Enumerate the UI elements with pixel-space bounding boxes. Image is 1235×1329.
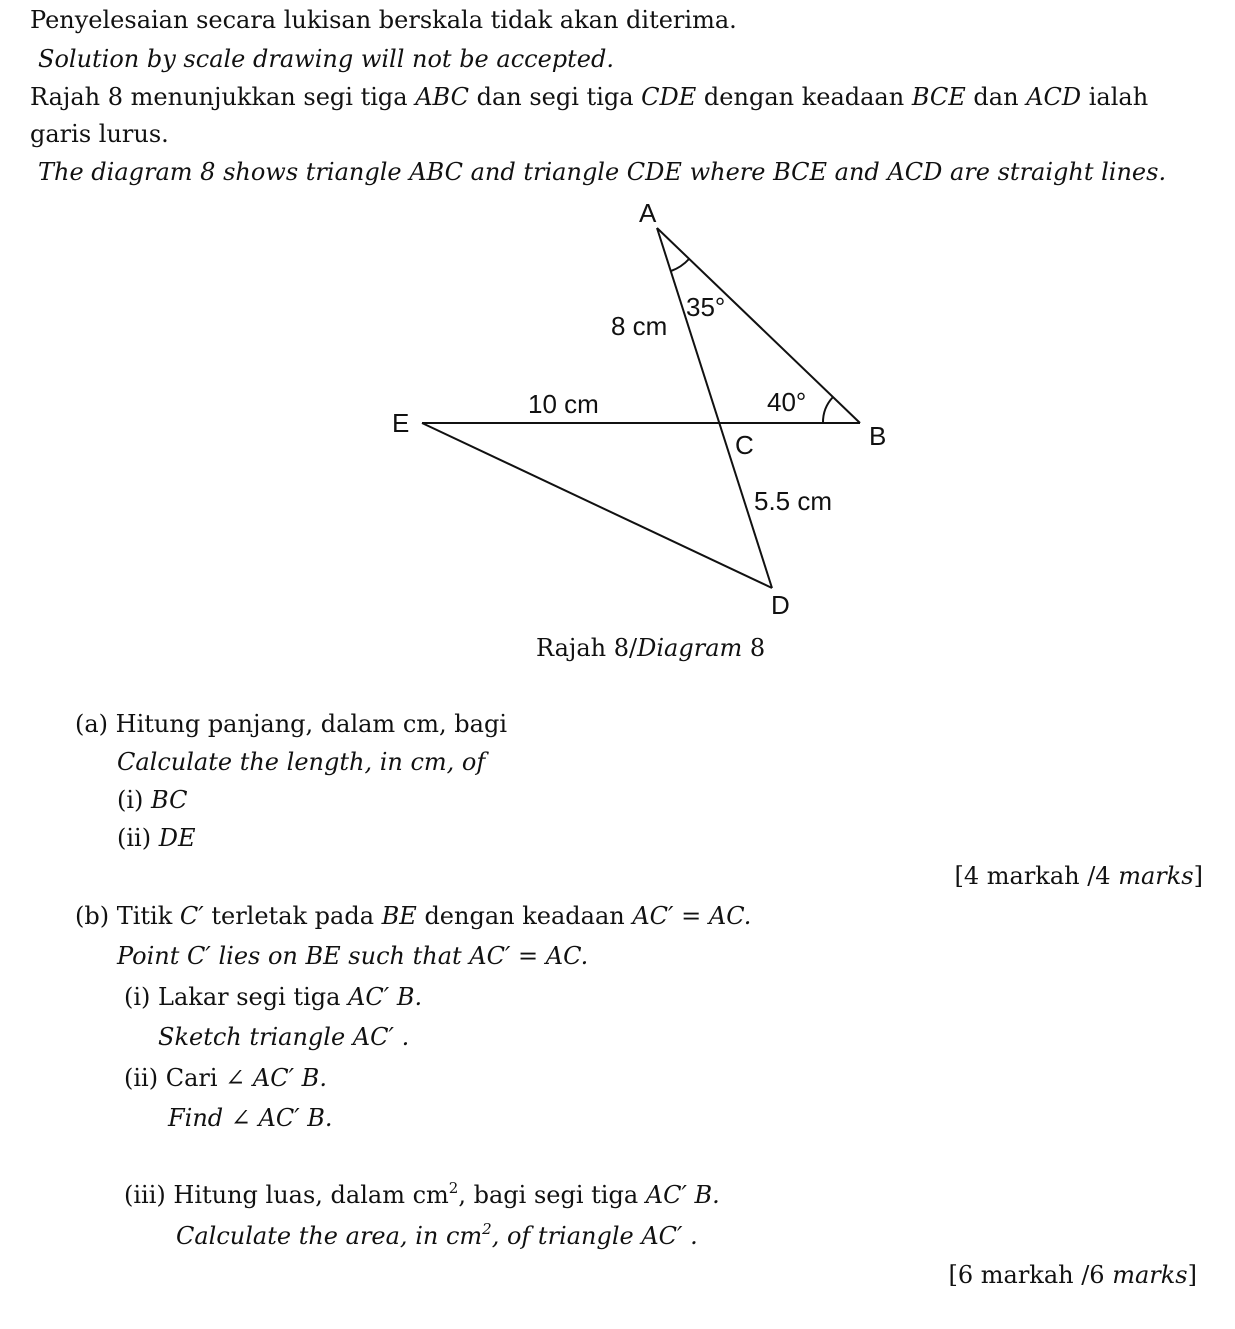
line-e-d xyxy=(422,423,772,588)
part-a-marks: [4 markah /4 marks] xyxy=(954,862,1203,890)
part-a-question-ms: (a) Hitung panjang, dalam cm, bagi xyxy=(75,710,507,738)
part-b-question-ms: (b) Titik C′ terletak pada BE dengan keadaan AC′ = AC. xyxy=(75,902,752,930)
part-b-question-en: Point C′ lies on BE such that AC′ = AC. xyxy=(117,942,589,970)
problem-statement-ms-cont: garis lurus. xyxy=(30,120,169,148)
angle-label-b: 40° xyxy=(767,387,807,417)
instruction-ms: Penyelesaian secara lukisan berskala tidak akan diterima. xyxy=(30,6,737,34)
vertex-label-a: A xyxy=(639,198,657,228)
problem-statement-en: The diagram 8 shows triangle ABC and triangle CDE where BCE and ACD are straight lines. xyxy=(38,158,1167,186)
angle-label-a: 35° xyxy=(686,292,726,322)
part-b-item-ii-en: Find ∠ AC′ B. xyxy=(168,1104,333,1132)
vertex-label-b: B xyxy=(869,421,887,451)
part-a-question-en: Calculate the length, in cm, of xyxy=(117,748,486,776)
part-b-item-i-ms: (i) Lakar segi tiga AC′ B. xyxy=(124,983,423,1011)
part-b-marks: [6 markah /6 marks] xyxy=(948,1261,1197,1289)
part-a-item-i: (i) BC xyxy=(117,786,188,814)
vertex-label-e: E xyxy=(392,408,410,438)
angle-b-arc xyxy=(823,397,833,423)
part-b-item-iii-ms: (iii) Hitung luas, dalam $cm^2$, bagi segi tiga AC′ B. xyxy=(124,1179,720,1209)
length-label-cd: 5.5 cm xyxy=(754,486,833,516)
part-b-item-iii-en: Calculate the area, in $cm^2$, of triangle AC′ . xyxy=(176,1220,698,1250)
instruction-en: Solution by scale drawing will not be accepted. xyxy=(38,45,614,73)
vertex-label-c: C xyxy=(735,430,754,460)
part-a-item-ii: (ii) DE xyxy=(117,824,196,852)
vertex-label-d: D xyxy=(771,590,790,620)
problem-statement-ms: Rajah 8 menunjukkan segi tiga ABC dan segi tiga CDE dengan keadaan BCE dan ACD ialah xyxy=(30,83,1149,111)
length-label-ec: 10 cm xyxy=(528,389,599,419)
part-b-item-i-en: Sketch triangle AC′ . xyxy=(158,1023,410,1051)
angle-a-arc xyxy=(671,259,689,271)
diagram-caption: Rajah 8/Diagram 8 xyxy=(536,634,766,662)
length-label-ac: 8 cm xyxy=(611,311,668,341)
part-b-item-ii-ms: (ii) Cari ∠ AC′ B. xyxy=(124,1064,327,1092)
